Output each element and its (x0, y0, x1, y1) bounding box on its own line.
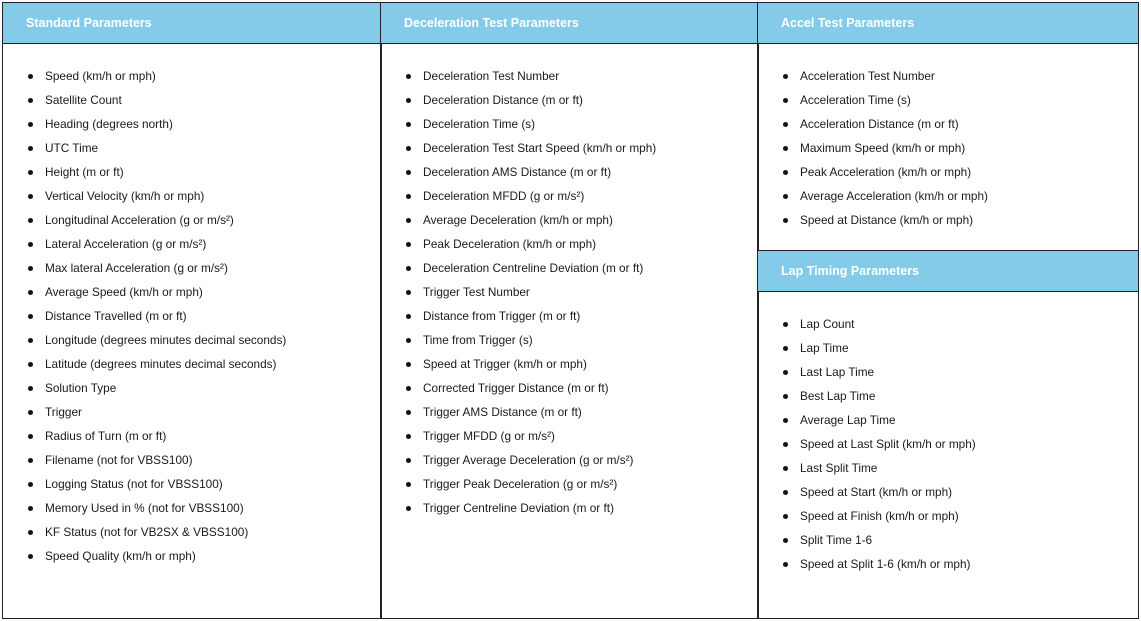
list-item: Speed at Split 1-6 (km/h or mph) (758, 557, 976, 581)
list-item: Peak Deceleration (km/h or mph) (381, 237, 656, 261)
list-item: Trigger Test Number (381, 285, 656, 309)
standard-header: Standard Parameters (3, 3, 381, 44)
list-item: Longitudinal Acceleration (g or m/s²) (3, 213, 286, 237)
decel-header: Deceleration Test Parameters (381, 3, 758, 44)
list-item: Lateral Acceleration (g or m/s²) (3, 237, 286, 261)
list-item: Distance from Trigger (m or ft) (381, 309, 656, 333)
list-item: Acceleration Time (s) (758, 93, 988, 117)
list-item: Deceleration AMS Distance (m or ft) (381, 165, 656, 189)
list-item: Lap Time (758, 341, 976, 365)
list-item: Lap Count (758, 317, 976, 341)
list-item: Peak Acceleration (km/h or mph) (758, 165, 988, 189)
list-item: UTC Time (3, 141, 286, 165)
list-item: Corrected Trigger Distance (m or ft) (381, 381, 656, 405)
decel-column (380, 2, 759, 619)
list-item: Trigger Average Deceleration (g or m/s²) (381, 453, 656, 477)
list-item: Speed at Last Split (km/h or mph) (758, 437, 976, 461)
list-item: Deceleration Centreline Deviation (m or ft) (381, 261, 656, 285)
list-item: Latitude (degrees minutes decimal seconds) (3, 357, 286, 381)
list-item: Speed at Finish (km/h or mph) (758, 509, 976, 533)
list-item: Deceleration MFDD (g or m/s²) (381, 189, 656, 213)
list-item: Filename (not for VBSS100) (3, 453, 286, 477)
list-item: Satellite Count (3, 93, 286, 117)
list-item: Deceleration Test Start Speed (km/h or mph) (381, 141, 656, 165)
lap-header: Lap Timing Parameters (758, 251, 1138, 292)
accel-header: Accel Test Parameters (758, 3, 1138, 44)
decel-list (381, 69, 656, 525)
list-item: Acceleration Distance (m or ft) (758, 117, 988, 141)
list-item: Deceleration Distance (m or ft) (381, 93, 656, 117)
list-item: Average Lap Time (758, 413, 976, 437)
list-item: Memory Used in % (not for VBSS100) (3, 501, 286, 525)
list-item: Max lateral Acceleration (g or m/s²) (3, 261, 286, 285)
list-item: Trigger Peak Deceleration (g or m/s²) (381, 477, 656, 501)
list-item: Radius of Turn (m or ft) (3, 429, 286, 453)
list-item: Last Split Time (758, 461, 976, 485)
list-item: Deceleration Time (s) (381, 117, 656, 141)
list-item: Height (m or ft) (3, 165, 286, 189)
list-item: Longitude (degrees minutes decimal seconds) (3, 333, 286, 357)
list-item: Deceleration Test Number (381, 69, 656, 93)
accel-column (757, 2, 1139, 252)
list-item: Maximum Speed (km/h or mph) (758, 141, 988, 165)
list-item: Trigger Centreline Deviation (m or ft) (381, 501, 656, 525)
list-item: Split Time 1-6 (758, 533, 976, 557)
list-item: Logging Status (not for VBSS100) (3, 477, 286, 501)
list-item: Trigger (3, 405, 286, 429)
standard-list (3, 69, 286, 573)
list-item: Average Deceleration (km/h or mph) (381, 213, 656, 237)
list-item: Last Lap Time (758, 365, 976, 389)
list-item: Average Acceleration (km/h or mph) (758, 189, 988, 213)
list-item: Vertical Velocity (km/h or mph) (3, 189, 286, 213)
list-item: KF Status (not for VB2SX & VBSS100) (3, 525, 286, 549)
list-item: Distance Travelled (m or ft) (3, 309, 286, 333)
list-item: Trigger AMS Distance (m or ft) (381, 405, 656, 429)
lap-column (757, 250, 1139, 619)
list-item: Speed Quality (km/h or mph) (3, 549, 286, 573)
standard-column (2, 2, 382, 619)
list-item: Best Lap Time (758, 389, 976, 413)
list-item: Speed (km/h or mph) (3, 69, 286, 93)
lap-list (758, 317, 976, 581)
list-item: Time from Trigger (s) (381, 333, 656, 357)
list-item: Speed at Start (km/h or mph) (758, 485, 976, 509)
list-item: Heading (degrees north) (3, 117, 286, 141)
accel-list (758, 69, 988, 237)
list-item: Average Speed (km/h or mph) (3, 285, 286, 309)
list-item: Speed at Trigger (km/h or mph) (381, 357, 656, 381)
list-item: Speed at Distance (km/h or mph) (758, 213, 988, 237)
list-item: Acceleration Test Number (758, 69, 988, 93)
list-item: Solution Type (3, 381, 286, 405)
list-item: Trigger MFDD (g or m/s²) (381, 429, 656, 453)
